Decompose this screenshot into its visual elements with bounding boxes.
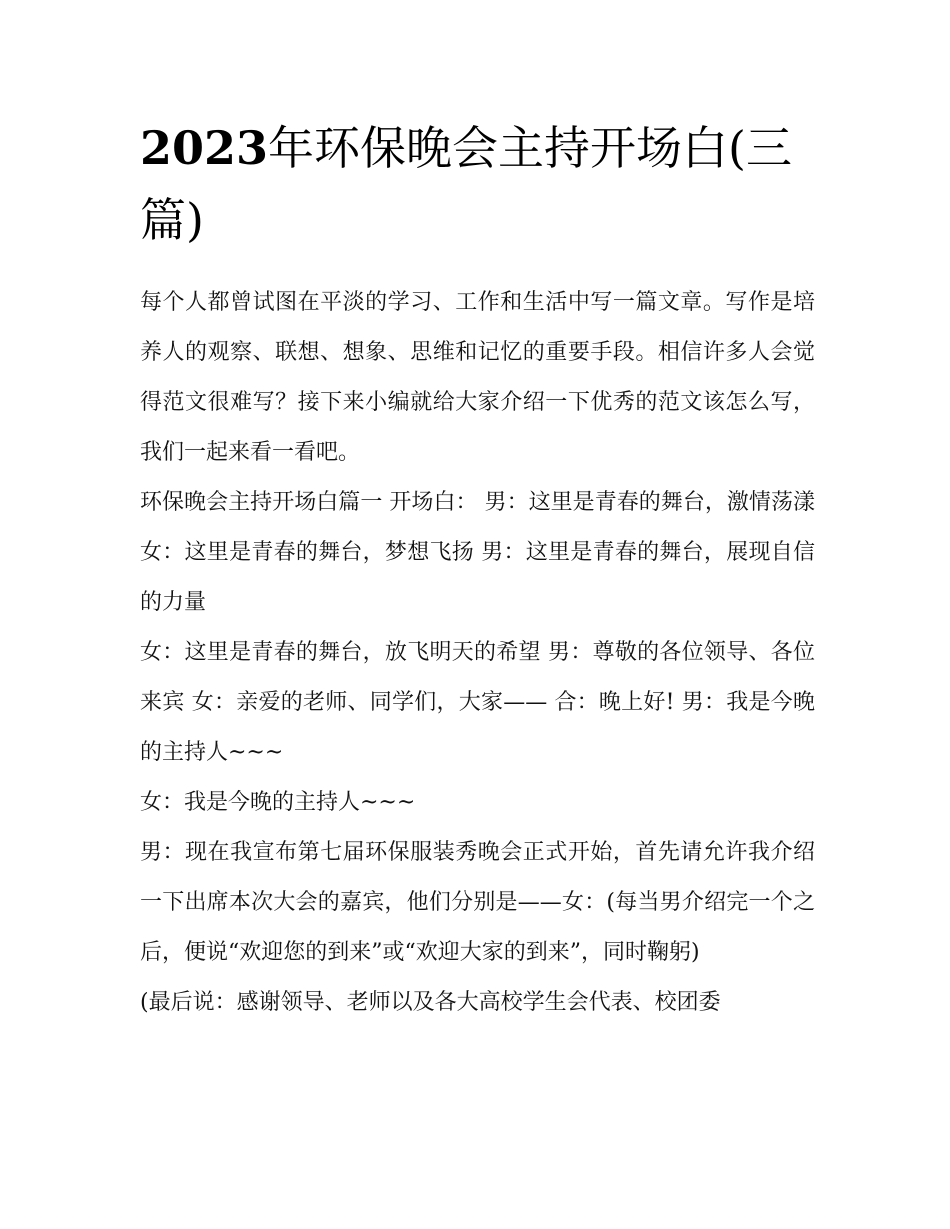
body-paragraph: 男：现在我宣布第七届环保服装秀晚会正式开始，首先请允许我介绍一下出席本次大会的嘉宾，他们分别是——女：(每当男介绍完一个之后，便说“欢迎您的到来”或“欢迎大家的到来”，同时鞠躬) xyxy=(140,840,815,965)
body-paragraph: 女：我是今晚的主持人~~~ xyxy=(140,790,416,815)
body-paragraph: 女：这里是青春的舞台，放飞明天的希望 男：尊敬的各位领导、各位来宾 女：亲爱的老师、同学们，大家—— 合：晚上好! 男：我是今晚的主持人~~~ xyxy=(140,640,815,765)
title-text: 年环保晚会主持开场白(三篇) xyxy=(140,121,792,247)
title-year: 2023 xyxy=(140,121,269,175)
body-paragraph: 环保晚会主持开场白篇一 开场白： 男：这里是青春的舞台，激情荡漾 女：这里是青春的舞台，梦想飞扬 男：这里是青春的舞台，展现自信的力量 xyxy=(140,490,815,615)
intro-paragraph: 每个人都曾试图在平淡的学习、工作和生活中写一篇文章。写作是培养人的观察、联想、想象、思维和记忆的重要手段。相信许多人会觉得范文很难写？接下来小编就给大家介绍一下优秀的范文该怎么写，我们一起来看一看吧。 xyxy=(140,290,815,465)
document-body xyxy=(140,278,815,1028)
document-title xyxy=(140,112,840,256)
body-paragraph: (最后说：感谢领导、老师以及各大高校学生会代表、校团委 xyxy=(140,990,721,1015)
